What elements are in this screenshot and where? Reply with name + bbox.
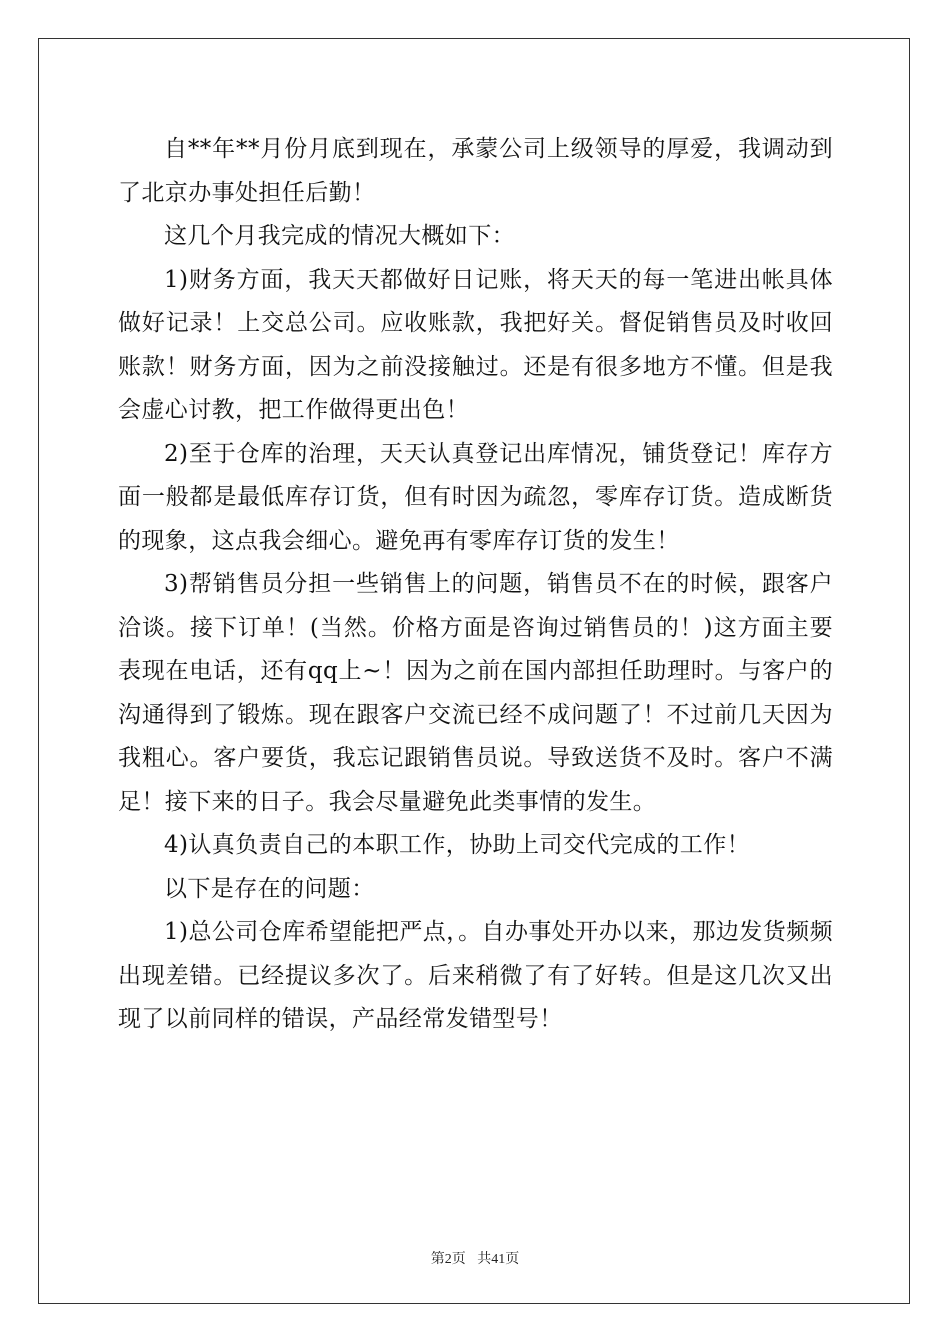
page-number: 第2页 <box>430 1252 466 1267</box>
document-body <box>118 128 833 1042</box>
paragraph-problem-1: 1)总公司仓库希望能把严点，。自办事处开办以来，那边发货频频出现差错。已经提议多次了。后来稍微了有了好转。但是这几次又出现了以前同样的错误，产品经常发错型号！ <box>118 919 833 1032</box>
paragraph-finance: 1)财务方面，我天天都做好日记账，将天天的每一笔进出帐具体做好记录！上交总公司。应收账款，我把好关。督促销售员及时收回账款！财务方面，因为之前没接触过。还是有很多地方不懂。但是我会虚心讨教，把工作做得更出色！ <box>118 266 833 423</box>
paragraph-problems-heading: 以下是存在的问题： <box>164 875 375 902</box>
paragraph-duties: 4)认真负责自己的本职工作，协助上司交代完成的工作！ <box>164 832 751 858</box>
page-footer <box>0 1248 950 1268</box>
page-total: 共41页 <box>477 1252 520 1267</box>
paragraph-sales-support: 3)帮销售员分担一些销售上的问题，销售员不在的时候，跟客户洽谈。接下订单！(当然。价格方面是咨询过销售员的！)这方面主要表现在电话，还有qq上~！因为之前在国内部担任助理时。与客户的沟通得到了锻炼。现在跟客户交流已经不成问题了！不过前几天因为我粗心。客户要货，我忘记跟销售员说。导致送货不及时。客户不满足！接下来的日子。我会尽量避免此类事情的发生。 <box>118 571 833 815</box>
paragraph-warehouse: 2)至于仓库的治理，天天认真登记出库情况，铺货登记！库存方面一般都是最低库存订货，但有时因为疏忽，零库存订货。造成断货的现象，这点我会细心。避免再有零库存订货的发生！ <box>118 440 833 554</box>
paragraph-summary-heading: 这几个月我完成的情况大概如下： <box>164 223 515 249</box>
paragraph-intro: 自**年**月份月底到现在，承蒙公司上级领导的厚爱，我调动到了北京办事处担任后勤！ <box>118 136 833 206</box>
